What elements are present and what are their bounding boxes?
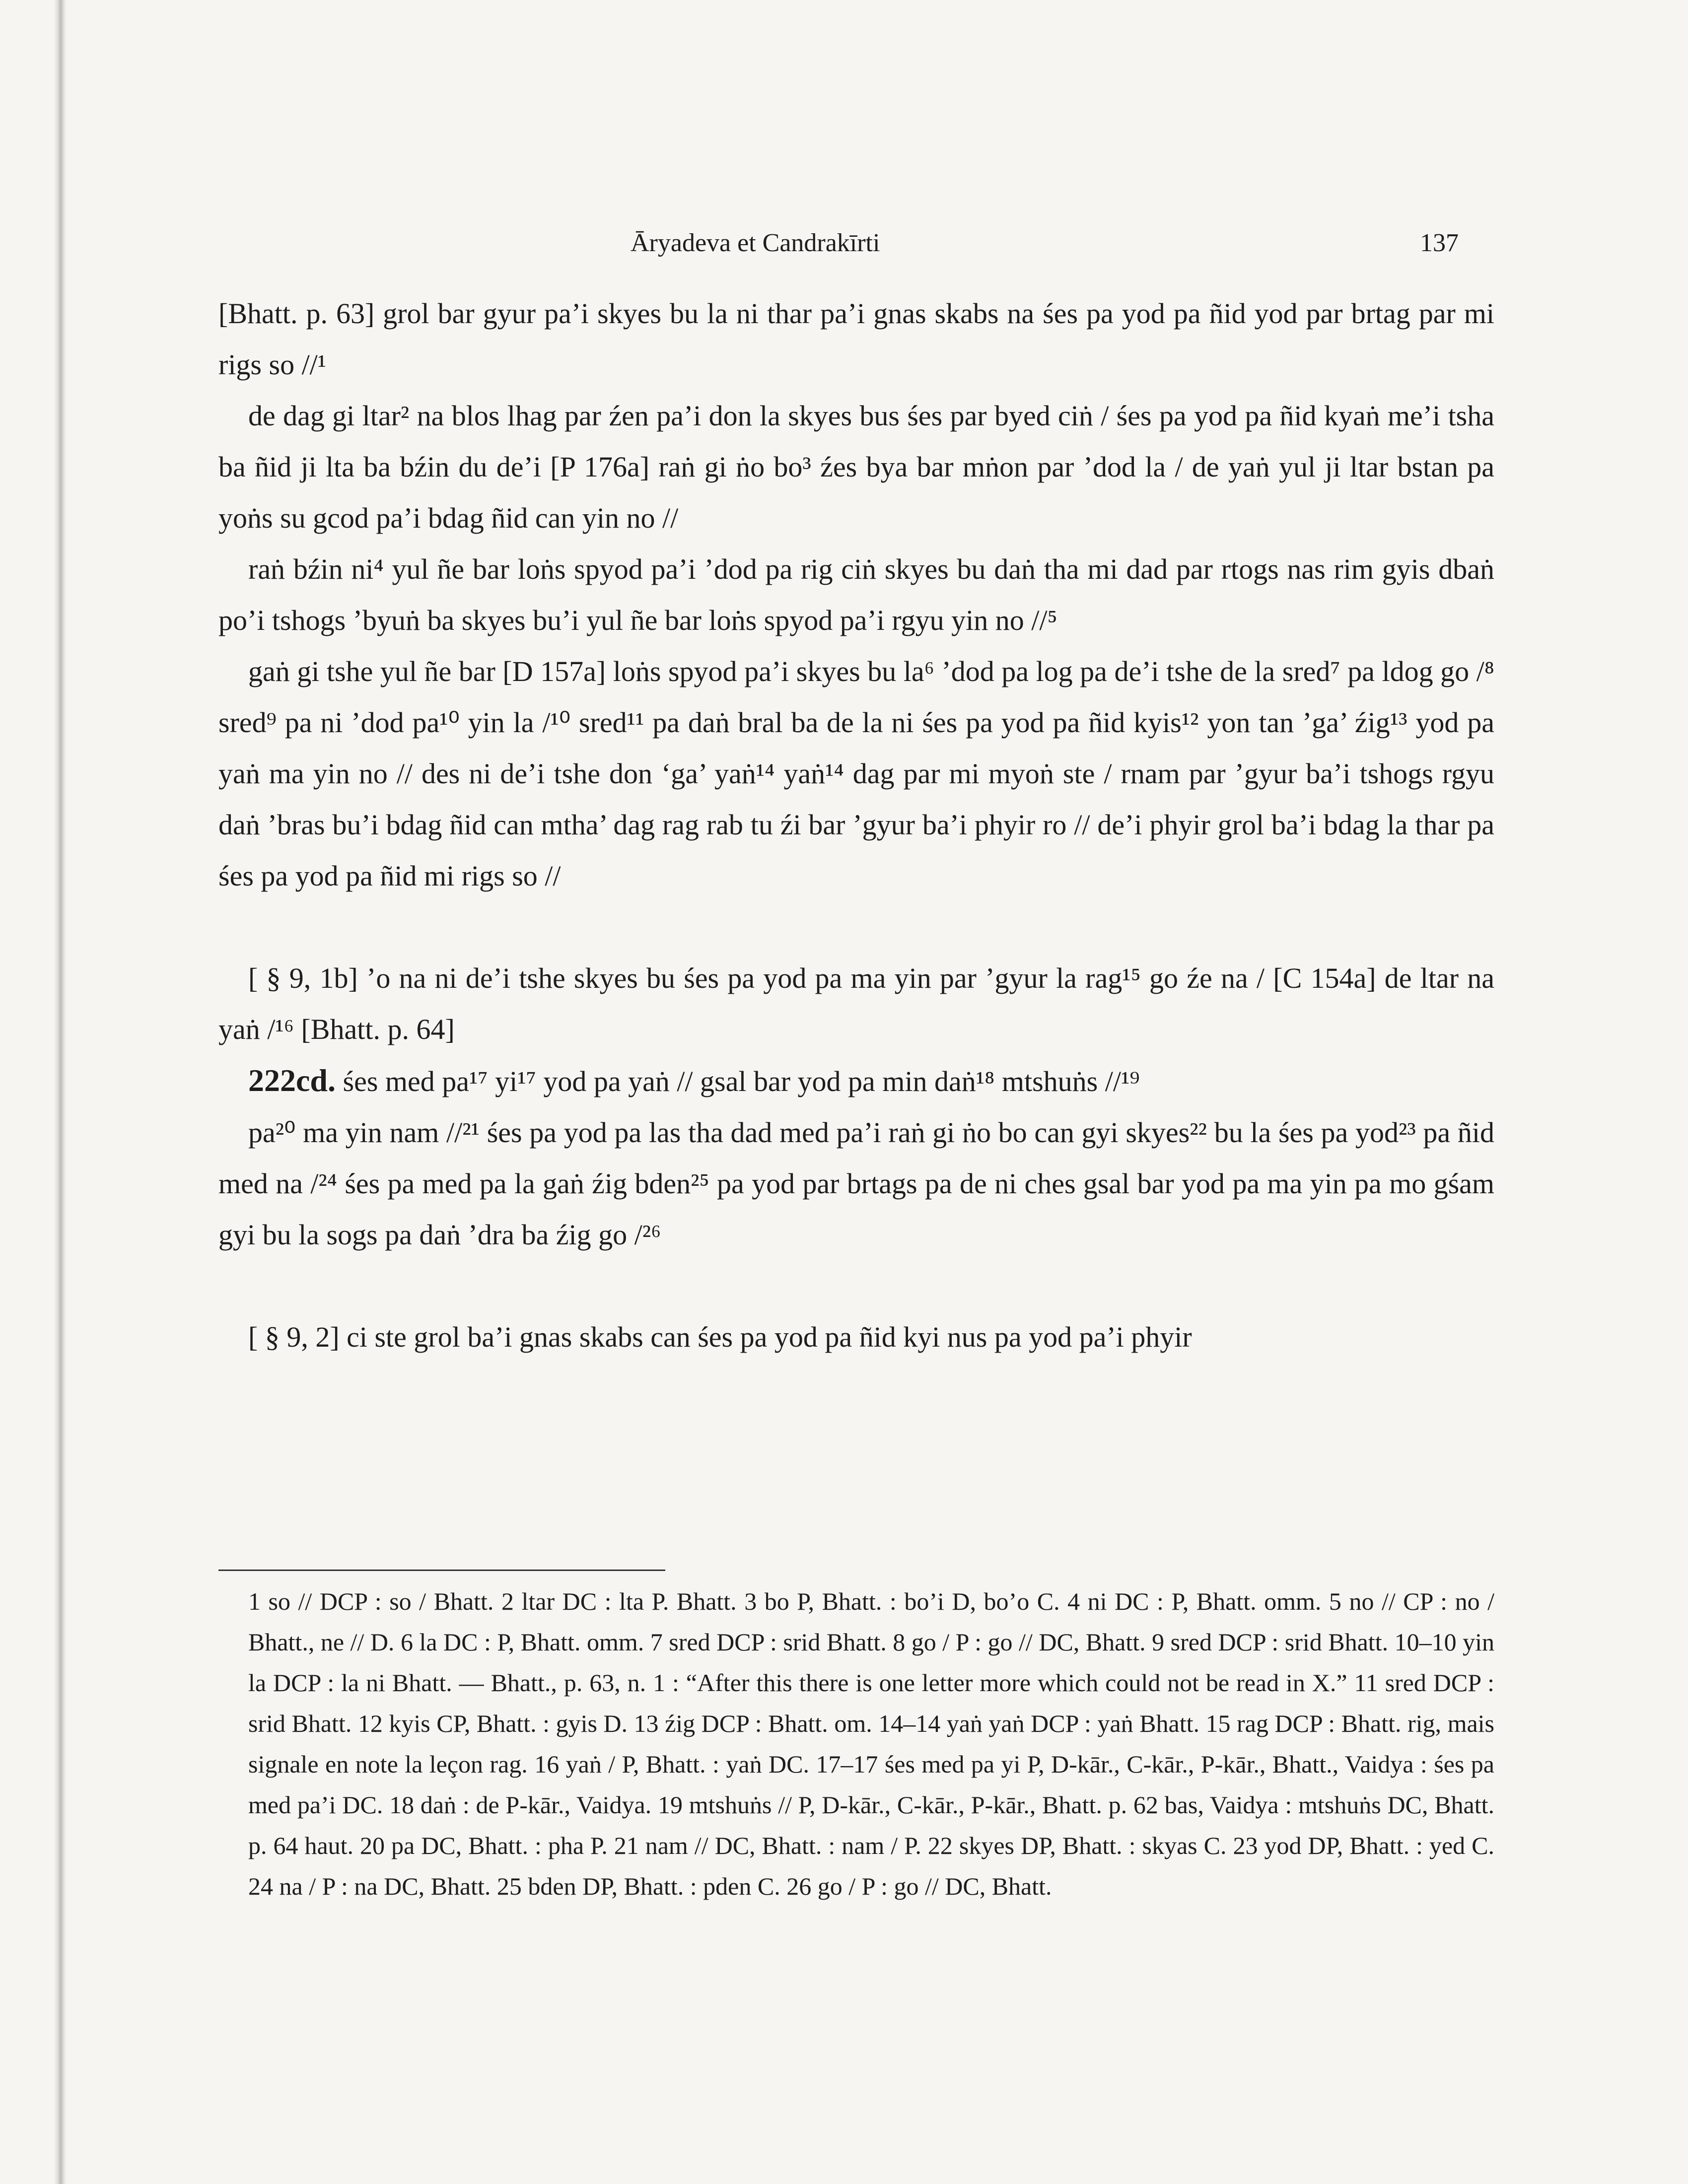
footnote-divider: [218, 1570, 665, 1571]
paragraph-2: de dag gi ltar² na blos lhag par źen pa’i don la skyes bus śes par byed ciṅ / śes pa yod pa ñid kyaṅ me’i tsha ba ñid ji lta ba bźin du de’i [P 176a] raṅ gi ṅo bo³ źes bya bar mṅon par ’dod la / de yaṅ yul ji ltar bstan pa yoṅs su gcod pa’i bdag ñid can yin no //: [218, 400, 1494, 534]
running-header: [0, 228, 1688, 263]
section-9-2: [218, 1311, 1494, 1363]
paragraph-3: raṅ bźin ni⁴ yul ñe bar loṅs spyod pa’i ’dod pa rig ciṅ skyes bu daṅ tha mi dad par rtogs nas rim gyis dbaṅ po’i tshogs ’byuṅ ba skyes bu’i yul ñe bar loṅs spyod pa’i rgyu yin no //⁵: [218, 553, 1494, 636]
main-text: [218, 288, 1494, 1363]
running-title: Āryadeva et Candrakīrti: [631, 229, 880, 257]
paragraph-4: gaṅ gi tshe yul ñe bar [D 157a] loṅs spyod pa’i skyes bu la⁶ ’dod pa log pa de’i tshe de la sred⁷ pa ldog go /⁸ sred⁹ pa ni ’dod pa¹⁰ yin la /¹⁰ sred¹¹ pa daṅ bral ba de la ni śes pa yod pa ñid kyis¹² yon tan ’ga’ źig¹³ yod pa yaṅ ma yin no // des ni de’i tshe don ‘ga’ yaṅ¹⁴ yaṅ¹⁴ dag par mi myoṅ ste / rnam par ’gyur ba’i tshogs rgyu daṅ ’bras bu’i bdag ñid can mtha’ dag rag rab tu źi bar ’gyur ba’i phyir ro // de’i phyir grol ba’i bdag la thar pa śes pa yod pa ñid mi rigs so //: [218, 655, 1494, 892]
verse-number: 222cd.: [248, 1063, 336, 1098]
footnotes: [248, 1581, 1494, 1907]
section-9-1b: [218, 953, 1494, 1260]
section-9-2-text: [ § 9, 2] ci ste grol ba’i gnas skabs can śes pa yod pa ñid kyi nus pa yod pa’i phyir: [248, 1321, 1192, 1353]
verse-commentary: pa²⁰ ma yin nam //²¹ śes pa yod pa las tha dad med pa’i raṅ gi ṅo bo can gyi skyes²² bu la śes pa yod²³ pa ñid med na /²⁴ śes pa med pa la gaṅ źig bden²⁵ pa yod par brtags pa de ni ches gsal bar yod pa ma yin pa mo gśam gyi bu la sogs pa daṅ ’dra ba źig go /²⁶: [218, 1116, 1494, 1251]
paragraph-1: [Bhatt. p. 63] grol bar gyur pa’i skyes bu la ni thar pa’i gnas skabs na śes pa yod pa ñid yod par brtag par mi rigs so //¹: [218, 297, 1494, 381]
page-number: 137: [1420, 229, 1459, 257]
verse-text: śes med pa¹⁷ yi¹⁷ yod pa yaṅ // gsal bar yod pa min daṅ¹⁸ mtshuṅs //¹⁹: [343, 1065, 1140, 1097]
page-binding-shadow: [54, 0, 67, 2184]
section-9-1b-intro: [ § 9, 1b] ’o na ni de’i tshe skyes bu śes pa yod pa ma yin par ’gyur la rag¹⁵ go źe na / [C 154a] de ltar na yaṅ /¹⁶ [Bhatt. p. 64]: [218, 962, 1494, 1045]
verse-line: [218, 1055, 1494, 1107]
footnotes-text: 1 so // DCP : so / Bhatt. 2 ltar DC : lta P. Bhatt. 3 bo P, Bhatt. : bo’i D, bo’o C. 4 ni DC : P, Bhatt. omm. 5 no // CP : no / Bhatt., ne // D. 6 la DC : P, Bhatt. omm. 7 sred DCP : srid Bhatt. 8 go / P : go // DC, Bhatt. 9 sred DCP : srid Bhatt. 10–10 yin la DCP : la ni Bhatt. — Bhatt., p. 63, n. 1 : “After this there is one letter more which could not be read in X.” 11 sred DCP : srid Bhatt. 12 kyis CP, Bhatt. : gyis D. 13 źig DCP : Bhatt. om. 14–14 yaṅ yaṅ DCP : yaṅ Bhatt. 15 rag DCP : Bhatt. rig, mais signale en note la leçon rag. 16 yaṅ / P, Bhatt. : yaṅ DC. 17–17 śes med pa yi P, D-kār., C-kār., P-kār., Bhatt., Vaidya : śes pa med pa’i DC. 18 daṅ : de P-kār., Vaidya. 19 mtshuṅs // P, D-kār., C-kār., P-kār., Bhatt. p. 62 bas, Vaidya : mtshuṅs DC, Bhatt. p. 64 haut. 20 pa DC, Bhatt. : pha P. 21 nam // DC, Bhatt. : nam / P. 22 skyes DP, Bhatt. : skyas C. 23 yod DP, Bhatt. : yed C. 24 na / P : na DC, Bhatt. 25 bden DP, Bhatt. : pden C. 26 go / P : go // DC, Bhatt.: [248, 1587, 1494, 1900]
